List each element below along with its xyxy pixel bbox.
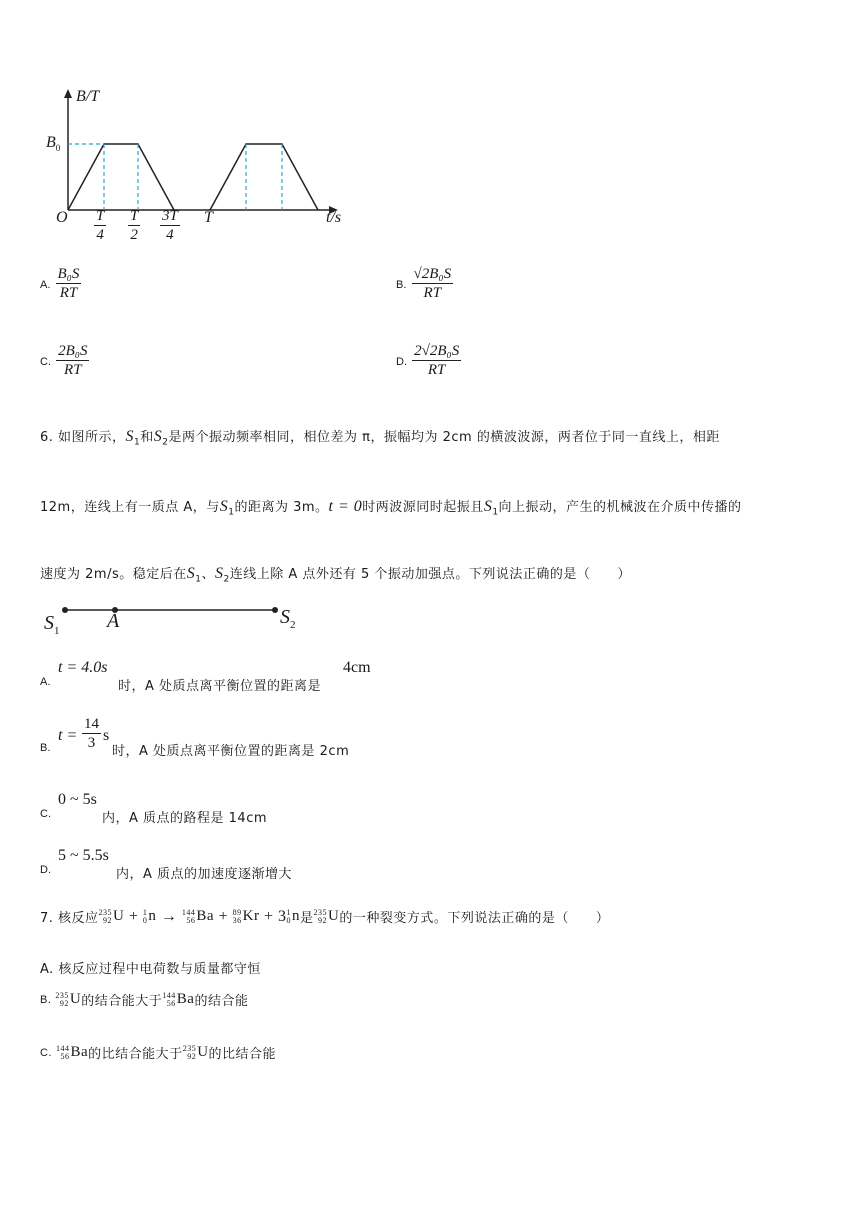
u235-nuclide-2: 235 92 U [313, 907, 340, 925]
s2-point [272, 607, 278, 613]
option-letter: C. [40, 356, 51, 368]
tick-3t4: $\frac{3T}{4}$ [162, 208, 178, 243]
q5-option-b [396, 265, 453, 302]
a-label: A [107, 610, 120, 632]
s2-label: $S_2$ [280, 606, 296, 631]
tick-t2: $\frac{T}{2}$ [130, 208, 139, 243]
q6-option-c [40, 790, 460, 826]
option-letter: A. [40, 676, 51, 688]
option-d-text: 内，A 质点的加速度逐渐增大 [116, 867, 293, 882]
option-b-text: 时，A 处质点离平衡位置的距离是 2cm [112, 744, 350, 759]
q6-option-d [40, 846, 460, 882]
option-d-fraction: $\frac{\text{2√2B₀S}}{RT}$ [414, 343, 460, 378]
s1-point [62, 607, 68, 613]
y-axis-arrow [64, 89, 72, 98]
q6-figure-svg [40, 600, 320, 640]
option-c-fraction: $\frac{\text{2B₀S}}{RT}$ [58, 343, 88, 378]
origin-label: O [56, 209, 68, 226]
trapezoid-2 [210, 144, 318, 210]
option-letter: C. [40, 808, 51, 820]
q7-option-c: C. 144 56 Ba 的比结合能大于 235 92 U 的比结合能 [40, 1043, 277, 1062]
q6-line-3: 速度为 2m/s。稳定后在$S_1$、$S_2$连线上除 A 点外还有 5 个振动加强点。下列说法正确的是（ ） [40, 565, 631, 585]
q5-option-d [396, 342, 461, 379]
q6-line-2: 12m，连线上有一质点 A，与$S_1$的距离为 3m。t = 0时两波源同时起振且$S_1$向上振动，产生的机械波在介质中传播的 [40, 498, 742, 518]
q6-line-1: 6. 如图所示，$S_1$和$S_2$是两个振动频率相同，相位差为 π，振幅均为 2cm 的横波波源，两者位于同一直线上，相距 [40, 428, 720, 448]
option-letter: B. [396, 279, 407, 291]
option-a-expr: t = 4.0s [58, 659, 108, 676]
kr89-nuclide: 89 36 Kr [232, 907, 260, 925]
option-letter: A. [40, 279, 51, 291]
y-axis-label: B/T [76, 88, 100, 105]
q6-option-b [40, 715, 460, 759]
q7-option-a: A. 核反应过程中电荷数与质量都守恒 [40, 962, 261, 977]
option-a-text: 时，A 处质点离平衡位置的距离是 [118, 679, 322, 694]
b-t-graph [40, 85, 370, 245]
u235-nuclide: 235 92 U [98, 907, 125, 925]
q7-option-b: B. 235 92 U 的结合能大于 144 56 Ba 的结合能 [40, 990, 249, 1009]
s1-label: $S_1$ [44, 612, 60, 637]
option-a-fraction: $\frac{\text{B₀S}}{RT}$ [57, 266, 80, 301]
option-c-expr: 0 ~ 5s [58, 791, 97, 808]
x-axis-label: t/s [326, 209, 342, 226]
ba144-nuclide: 144 56 Ba [181, 907, 215, 925]
q6-figure [40, 600, 320, 640]
option-letter: B. [40, 742, 51, 754]
neutron-nuclide-2: 1 0 n [286, 907, 300, 925]
trapezoid-1 [68, 144, 174, 210]
ba144-nuclide: 144 56 Ba [162, 990, 195, 1008]
option-b-unit: s [103, 727, 110, 744]
ba144-nuclide: 144 56 Ba [56, 1043, 89, 1061]
option-a-value: 4cm [343, 659, 371, 676]
u235-nuclide: 235 92 U [55, 990, 82, 1008]
tick-t: T [204, 209, 213, 226]
q6-option-a [40, 658, 460, 694]
neutron-nuclide: 1 0 n [142, 907, 157, 925]
q7-question: 7. 核反应 235 92 U + 1 0 n → 144 56 Ba + 89 36 Kr + 3 1 0 n 是 235 92 U 的一种裂变方式。下列说法正确的是（ ） [40, 907, 610, 926]
b0-label: $B_0$ [46, 134, 61, 154]
q5-option-a [40, 265, 81, 302]
q5-option-c [40, 342, 89, 379]
option-d-expr: 5 ~ 5.5s [58, 847, 109, 864]
option-b-fraction: $\frac{\text{√2B₀S}}{RT}$ [413, 266, 452, 301]
u235-nuclide: 235 92 U [182, 1043, 209, 1061]
option-b-fraction: $\frac{14}{3}$ [84, 716, 99, 751]
option-letter: D. [40, 864, 51, 876]
option-letter: D. [396, 356, 407, 368]
option-b-t: t = [58, 727, 78, 744]
tick-t4: $\frac{T}{4}$ [96, 208, 105, 243]
option-c-text: 内，A 质点的路程是 14cm [102, 811, 268, 826]
